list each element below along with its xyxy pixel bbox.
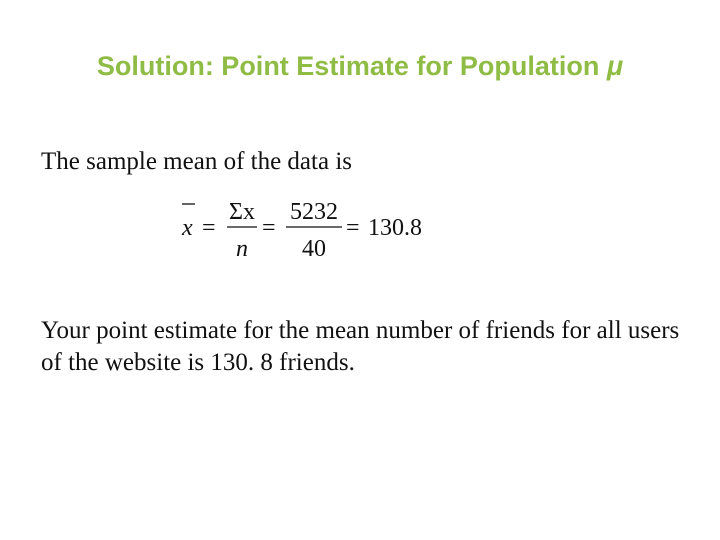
conclusion-text: Your point estimate for the mean number of friends for all users of the website is 130. 8 friends. [41,317,680,376]
equals-sign-2: = [262,215,276,241]
x-bar-variable: x [182,215,193,241]
slide-title [0,51,720,82]
intro-text: The sample mean of the data is [41,148,352,175]
n-denominator: n [236,236,248,262]
sample-mean-formula [178,192,448,264]
value-numerator: 5232 [290,199,338,225]
mu-symbol: μ [606,51,624,81]
result-value: 130.8 [368,215,422,241]
equals-sign-1: = [202,215,216,241]
value-denominator: 40 [302,236,326,262]
title-text: Solution: Point Estimate for Population [96,51,600,81]
sum-numerator: Σx [229,199,255,225]
equals-sign-3: = [346,215,360,241]
